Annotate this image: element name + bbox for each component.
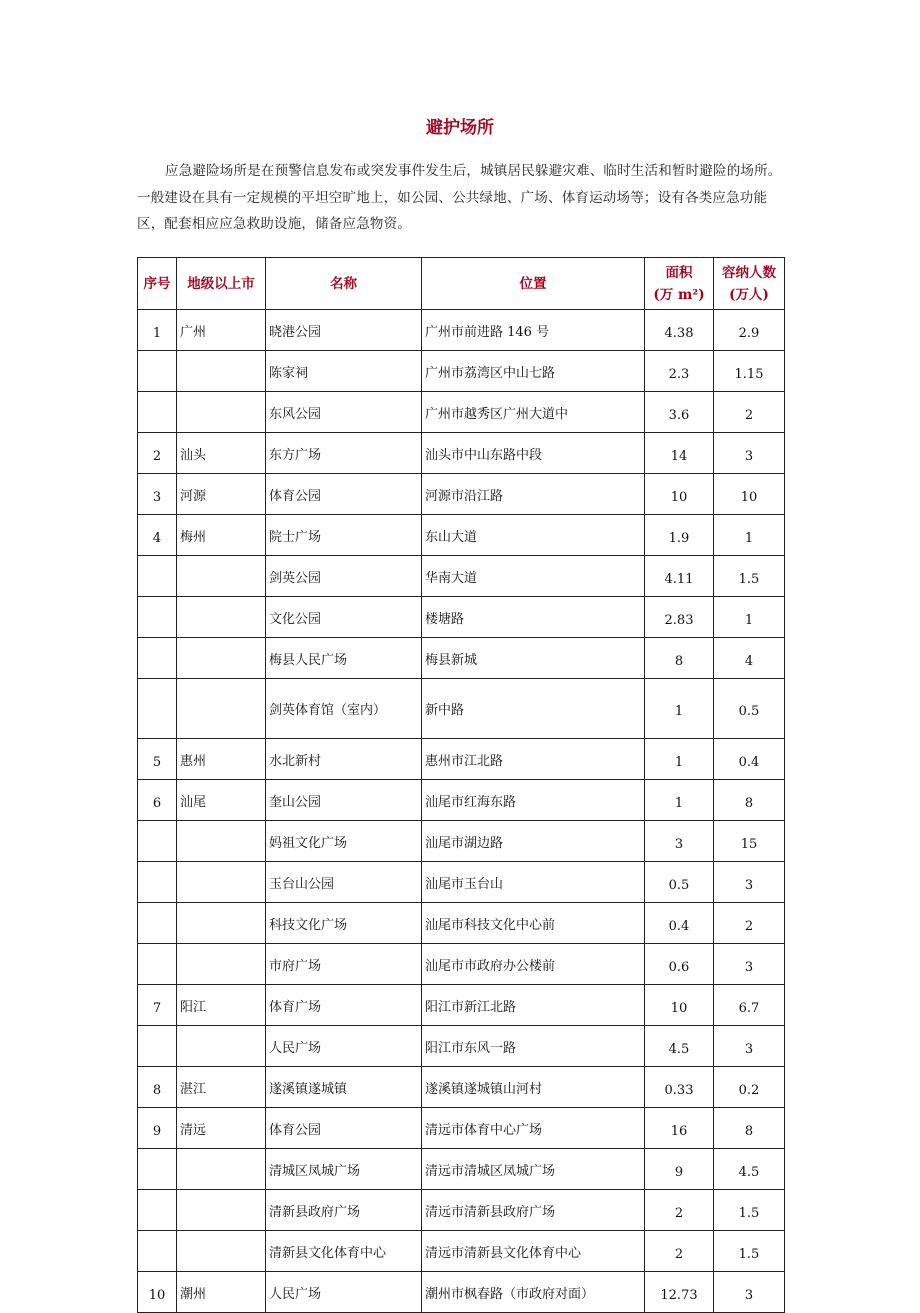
cell-city bbox=[177, 597, 266, 638]
cell-name: 奎山公园 bbox=[266, 780, 422, 821]
cell-capacity: 1 bbox=[714, 597, 785, 638]
table-row bbox=[138, 310, 785, 351]
cell-area: 4.38 bbox=[645, 310, 714, 351]
cell-capacity: 15 bbox=[714, 821, 785, 862]
cell-city bbox=[177, 903, 266, 944]
cell-location: 潮州市枫春路（市政府对面） bbox=[422, 1272, 645, 1313]
cell-location: 阳江市东风一路 bbox=[422, 1026, 645, 1067]
cell-city bbox=[177, 821, 266, 862]
cell-name: 文化公园 bbox=[266, 597, 422, 638]
cell-name: 人民广场 bbox=[266, 1272, 422, 1313]
cell-name: 妈祖文化广场 bbox=[266, 821, 422, 862]
header-area-label: 面积 bbox=[665, 264, 693, 281]
cell-location: 汕尾市湖边路 bbox=[422, 821, 645, 862]
cell-capacity: 0.5 bbox=[714, 679, 785, 739]
cell-city bbox=[177, 1190, 266, 1231]
header-area bbox=[645, 258, 714, 310]
table-row bbox=[138, 1067, 785, 1108]
cell-name: 剑英公园 bbox=[266, 556, 422, 597]
cell-city bbox=[177, 1231, 266, 1272]
cell-city: 梅州 bbox=[177, 515, 266, 556]
cell-capacity: 1.5 bbox=[714, 556, 785, 597]
cell-area: 1.9 bbox=[645, 515, 714, 556]
cell-name: 清新县文化体育中心 bbox=[266, 1231, 422, 1272]
cell-location: 华南大道 bbox=[422, 556, 645, 597]
table-row bbox=[138, 985, 785, 1026]
cell-area: 4.11 bbox=[645, 556, 714, 597]
cell-city: 汕头 bbox=[177, 433, 266, 474]
cell-city bbox=[177, 862, 266, 903]
cell-location: 广州市荔湾区中山七路 bbox=[422, 351, 645, 392]
cell-capacity: 8 bbox=[714, 1108, 785, 1149]
cell-name: 清新县政府广场 bbox=[266, 1190, 422, 1231]
cell-capacity: 2 bbox=[714, 903, 785, 944]
cell-city bbox=[177, 944, 266, 985]
cell-area: 2 bbox=[645, 1190, 714, 1231]
table-row bbox=[138, 679, 785, 739]
cell-location: 新中路 bbox=[422, 679, 645, 739]
table-row bbox=[138, 638, 785, 679]
cell-capacity: 3 bbox=[714, 1026, 785, 1067]
cell-location: 遂溪镇遂城镇山河村 bbox=[422, 1067, 645, 1108]
cell-location: 广州市前进路 146 号 bbox=[422, 310, 645, 351]
cell-area: 0.33 bbox=[645, 1067, 714, 1108]
cell-name: 水北新村 bbox=[266, 739, 422, 780]
cell-area: 12.73 bbox=[645, 1272, 714, 1313]
cell-area: 16 bbox=[645, 1108, 714, 1149]
cell-index: 5 bbox=[138, 739, 177, 780]
cell-area: 2.83 bbox=[645, 597, 714, 638]
cell-location: 东山大道 bbox=[422, 515, 645, 556]
shelter-table bbox=[137, 257, 785, 1313]
table-row bbox=[138, 739, 785, 780]
cell-city bbox=[177, 351, 266, 392]
cell-area: 1 bbox=[645, 679, 714, 739]
cell-index: 7 bbox=[138, 985, 177, 1026]
table-row bbox=[138, 1026, 785, 1067]
cell-capacity: 0.2 bbox=[714, 1067, 785, 1108]
cell-index: 6 bbox=[138, 780, 177, 821]
table-row bbox=[138, 597, 785, 638]
cell-index: 8 bbox=[138, 1067, 177, 1108]
cell-index bbox=[138, 862, 177, 903]
cell-capacity: 3 bbox=[714, 433, 785, 474]
cell-location: 汕尾市市政府办公楼前 bbox=[422, 944, 645, 985]
table-row bbox=[138, 1149, 785, 1190]
cell-city bbox=[177, 556, 266, 597]
cell-name: 陈家祠 bbox=[266, 351, 422, 392]
cell-area: 4.5 bbox=[645, 1026, 714, 1067]
cell-index: 1 bbox=[138, 310, 177, 351]
cell-area: 0.4 bbox=[645, 903, 714, 944]
cell-index bbox=[138, 638, 177, 679]
cell-city bbox=[177, 638, 266, 679]
cell-city: 湛江 bbox=[177, 1067, 266, 1108]
cell-city: 阳江 bbox=[177, 985, 266, 1026]
cell-name: 遂溪镇遂城镇 bbox=[266, 1067, 422, 1108]
cell-index bbox=[138, 556, 177, 597]
cell-area: 2 bbox=[645, 1231, 714, 1272]
table-row bbox=[138, 515, 785, 556]
cell-city: 清远 bbox=[177, 1108, 266, 1149]
cell-name: 东风公园 bbox=[266, 392, 422, 433]
cell-location: 河源市沿江路 bbox=[422, 474, 645, 515]
cell-name: 玉台山公园 bbox=[266, 862, 422, 903]
cell-index bbox=[138, 1026, 177, 1067]
cell-location: 清远市清新县政府广场 bbox=[422, 1190, 645, 1231]
cell-location: 惠州市江北路 bbox=[422, 739, 645, 780]
header-capacity bbox=[714, 258, 785, 310]
table-row bbox=[138, 862, 785, 903]
cell-index bbox=[138, 821, 177, 862]
page-title: 避护场所 bbox=[426, 118, 494, 138]
cell-area: 1 bbox=[645, 739, 714, 780]
cell-location: 汕尾市玉台山 bbox=[422, 862, 645, 903]
cell-capacity: 8 bbox=[714, 780, 785, 821]
cell-city: 广州 bbox=[177, 310, 266, 351]
table-row bbox=[138, 903, 785, 944]
cell-index bbox=[138, 597, 177, 638]
cell-location: 汕尾市科技文化中心前 bbox=[422, 903, 645, 944]
table-row bbox=[138, 433, 785, 474]
header-area-unit: (万 m²) bbox=[653, 286, 705, 303]
cell-area: 1 bbox=[645, 780, 714, 821]
cell-name: 梅县人民广场 bbox=[266, 638, 422, 679]
cell-capacity: 1 bbox=[714, 515, 785, 556]
cell-capacity: 1.5 bbox=[714, 1231, 785, 1272]
cell-name: 剑英体育馆（室内） bbox=[266, 679, 422, 739]
table-row bbox=[138, 944, 785, 985]
table-row bbox=[138, 1108, 785, 1149]
table-header-row bbox=[138, 258, 785, 310]
cell-index: 9 bbox=[138, 1108, 177, 1149]
cell-area: 0.6 bbox=[645, 944, 714, 985]
cell-location: 阳江市新江北路 bbox=[422, 985, 645, 1026]
cell-location: 清远市清新县文化体育中心 bbox=[422, 1231, 645, 1272]
cell-location: 广州市越秀区广州大道中 bbox=[422, 392, 645, 433]
table-row bbox=[138, 474, 785, 515]
cell-capacity: 1.15 bbox=[714, 351, 785, 392]
cell-name: 市府广场 bbox=[266, 944, 422, 985]
cell-name: 院士广场 bbox=[266, 515, 422, 556]
cell-area: 2.3 bbox=[645, 351, 714, 392]
cell-name: 晓港公园 bbox=[266, 310, 422, 351]
cell-location: 清远市体育中心广场 bbox=[422, 1108, 645, 1149]
cell-area: 3 bbox=[645, 821, 714, 862]
table-row bbox=[138, 392, 785, 433]
cell-location: 梅县新城 bbox=[422, 638, 645, 679]
cell-location: 汕头市中山东路中段 bbox=[422, 433, 645, 474]
cell-location: 清远市清城区凤城广场 bbox=[422, 1149, 645, 1190]
cell-index bbox=[138, 1190, 177, 1231]
cell-city bbox=[177, 1026, 266, 1067]
header-index: 序号 bbox=[138, 258, 177, 310]
cell-capacity: 3 bbox=[714, 862, 785, 903]
table-row bbox=[138, 556, 785, 597]
cell-index bbox=[138, 679, 177, 739]
table-row bbox=[138, 821, 785, 862]
header-capacity-label: 容纳人数 bbox=[722, 264, 776, 281]
cell-index bbox=[138, 944, 177, 985]
cell-city: 惠州 bbox=[177, 739, 266, 780]
intro-paragraph: 应急避险场所是在预警信息发布或突发事件发生后，城镇居民躲避灾难、临时生活和暂时避险的场所。一般建设在具有一定规模的平坦空旷地上，如公园、公共绿地、广场、体育运动场等；设有各类应急功能区，配套相应应急救助设施，储备应急物资。 bbox=[137, 163, 782, 232]
table-row bbox=[138, 1231, 785, 1272]
cell-capacity: 4.5 bbox=[714, 1149, 785, 1190]
header-city: 地级以上市 bbox=[177, 258, 266, 310]
cell-area: 3.6 bbox=[645, 392, 714, 433]
cell-area: 14 bbox=[645, 433, 714, 474]
header-name: 名称 bbox=[266, 258, 422, 310]
cell-capacity: 1.5 bbox=[714, 1190, 785, 1231]
cell-name: 体育公园 bbox=[266, 474, 422, 515]
cell-city bbox=[177, 1149, 266, 1190]
cell-name: 体育公园 bbox=[266, 1108, 422, 1149]
cell-name: 清城区凤城广场 bbox=[266, 1149, 422, 1190]
cell-location: 汕尾市红海东路 bbox=[422, 780, 645, 821]
cell-name: 体育广场 bbox=[266, 985, 422, 1026]
cell-area: 0.5 bbox=[645, 862, 714, 903]
cell-city: 汕尾 bbox=[177, 780, 266, 821]
cell-name: 东方广场 bbox=[266, 433, 422, 474]
cell-city: 河源 bbox=[177, 474, 266, 515]
cell-area: 8 bbox=[645, 638, 714, 679]
cell-index: 10 bbox=[138, 1272, 177, 1313]
cell-index bbox=[138, 351, 177, 392]
cell-index bbox=[138, 392, 177, 433]
cell-capacity: 2 bbox=[714, 392, 785, 433]
cell-capacity: 6.7 bbox=[714, 985, 785, 1026]
cell-name: 人民广场 bbox=[266, 1026, 422, 1067]
cell-capacity: 2.9 bbox=[714, 310, 785, 351]
cell-city bbox=[177, 392, 266, 433]
cell-capacity: 0.4 bbox=[714, 739, 785, 780]
cell-location: 楼塘路 bbox=[422, 597, 645, 638]
cell-name: 科技文化广场 bbox=[266, 903, 422, 944]
cell-city: 潮州 bbox=[177, 1272, 266, 1313]
cell-index: 4 bbox=[138, 515, 177, 556]
table-row bbox=[138, 351, 785, 392]
cell-index bbox=[138, 1231, 177, 1272]
table-row bbox=[138, 780, 785, 821]
header-location: 位置 bbox=[422, 258, 645, 310]
cell-capacity: 10 bbox=[714, 474, 785, 515]
cell-city bbox=[177, 679, 266, 739]
cell-area: 9 bbox=[645, 1149, 714, 1190]
cell-capacity: 3 bbox=[714, 944, 785, 985]
cell-capacity: 3 bbox=[714, 1272, 785, 1313]
cell-index bbox=[138, 903, 177, 944]
table-row bbox=[138, 1272, 785, 1313]
header-capacity-unit: (万人) bbox=[729, 286, 769, 303]
cell-area: 10 bbox=[645, 985, 714, 1026]
cell-capacity: 4 bbox=[714, 638, 785, 679]
cell-index: 2 bbox=[138, 433, 177, 474]
cell-area: 10 bbox=[645, 474, 714, 515]
cell-index: 3 bbox=[138, 474, 177, 515]
table-row bbox=[138, 1190, 785, 1231]
cell-index bbox=[138, 1149, 177, 1190]
